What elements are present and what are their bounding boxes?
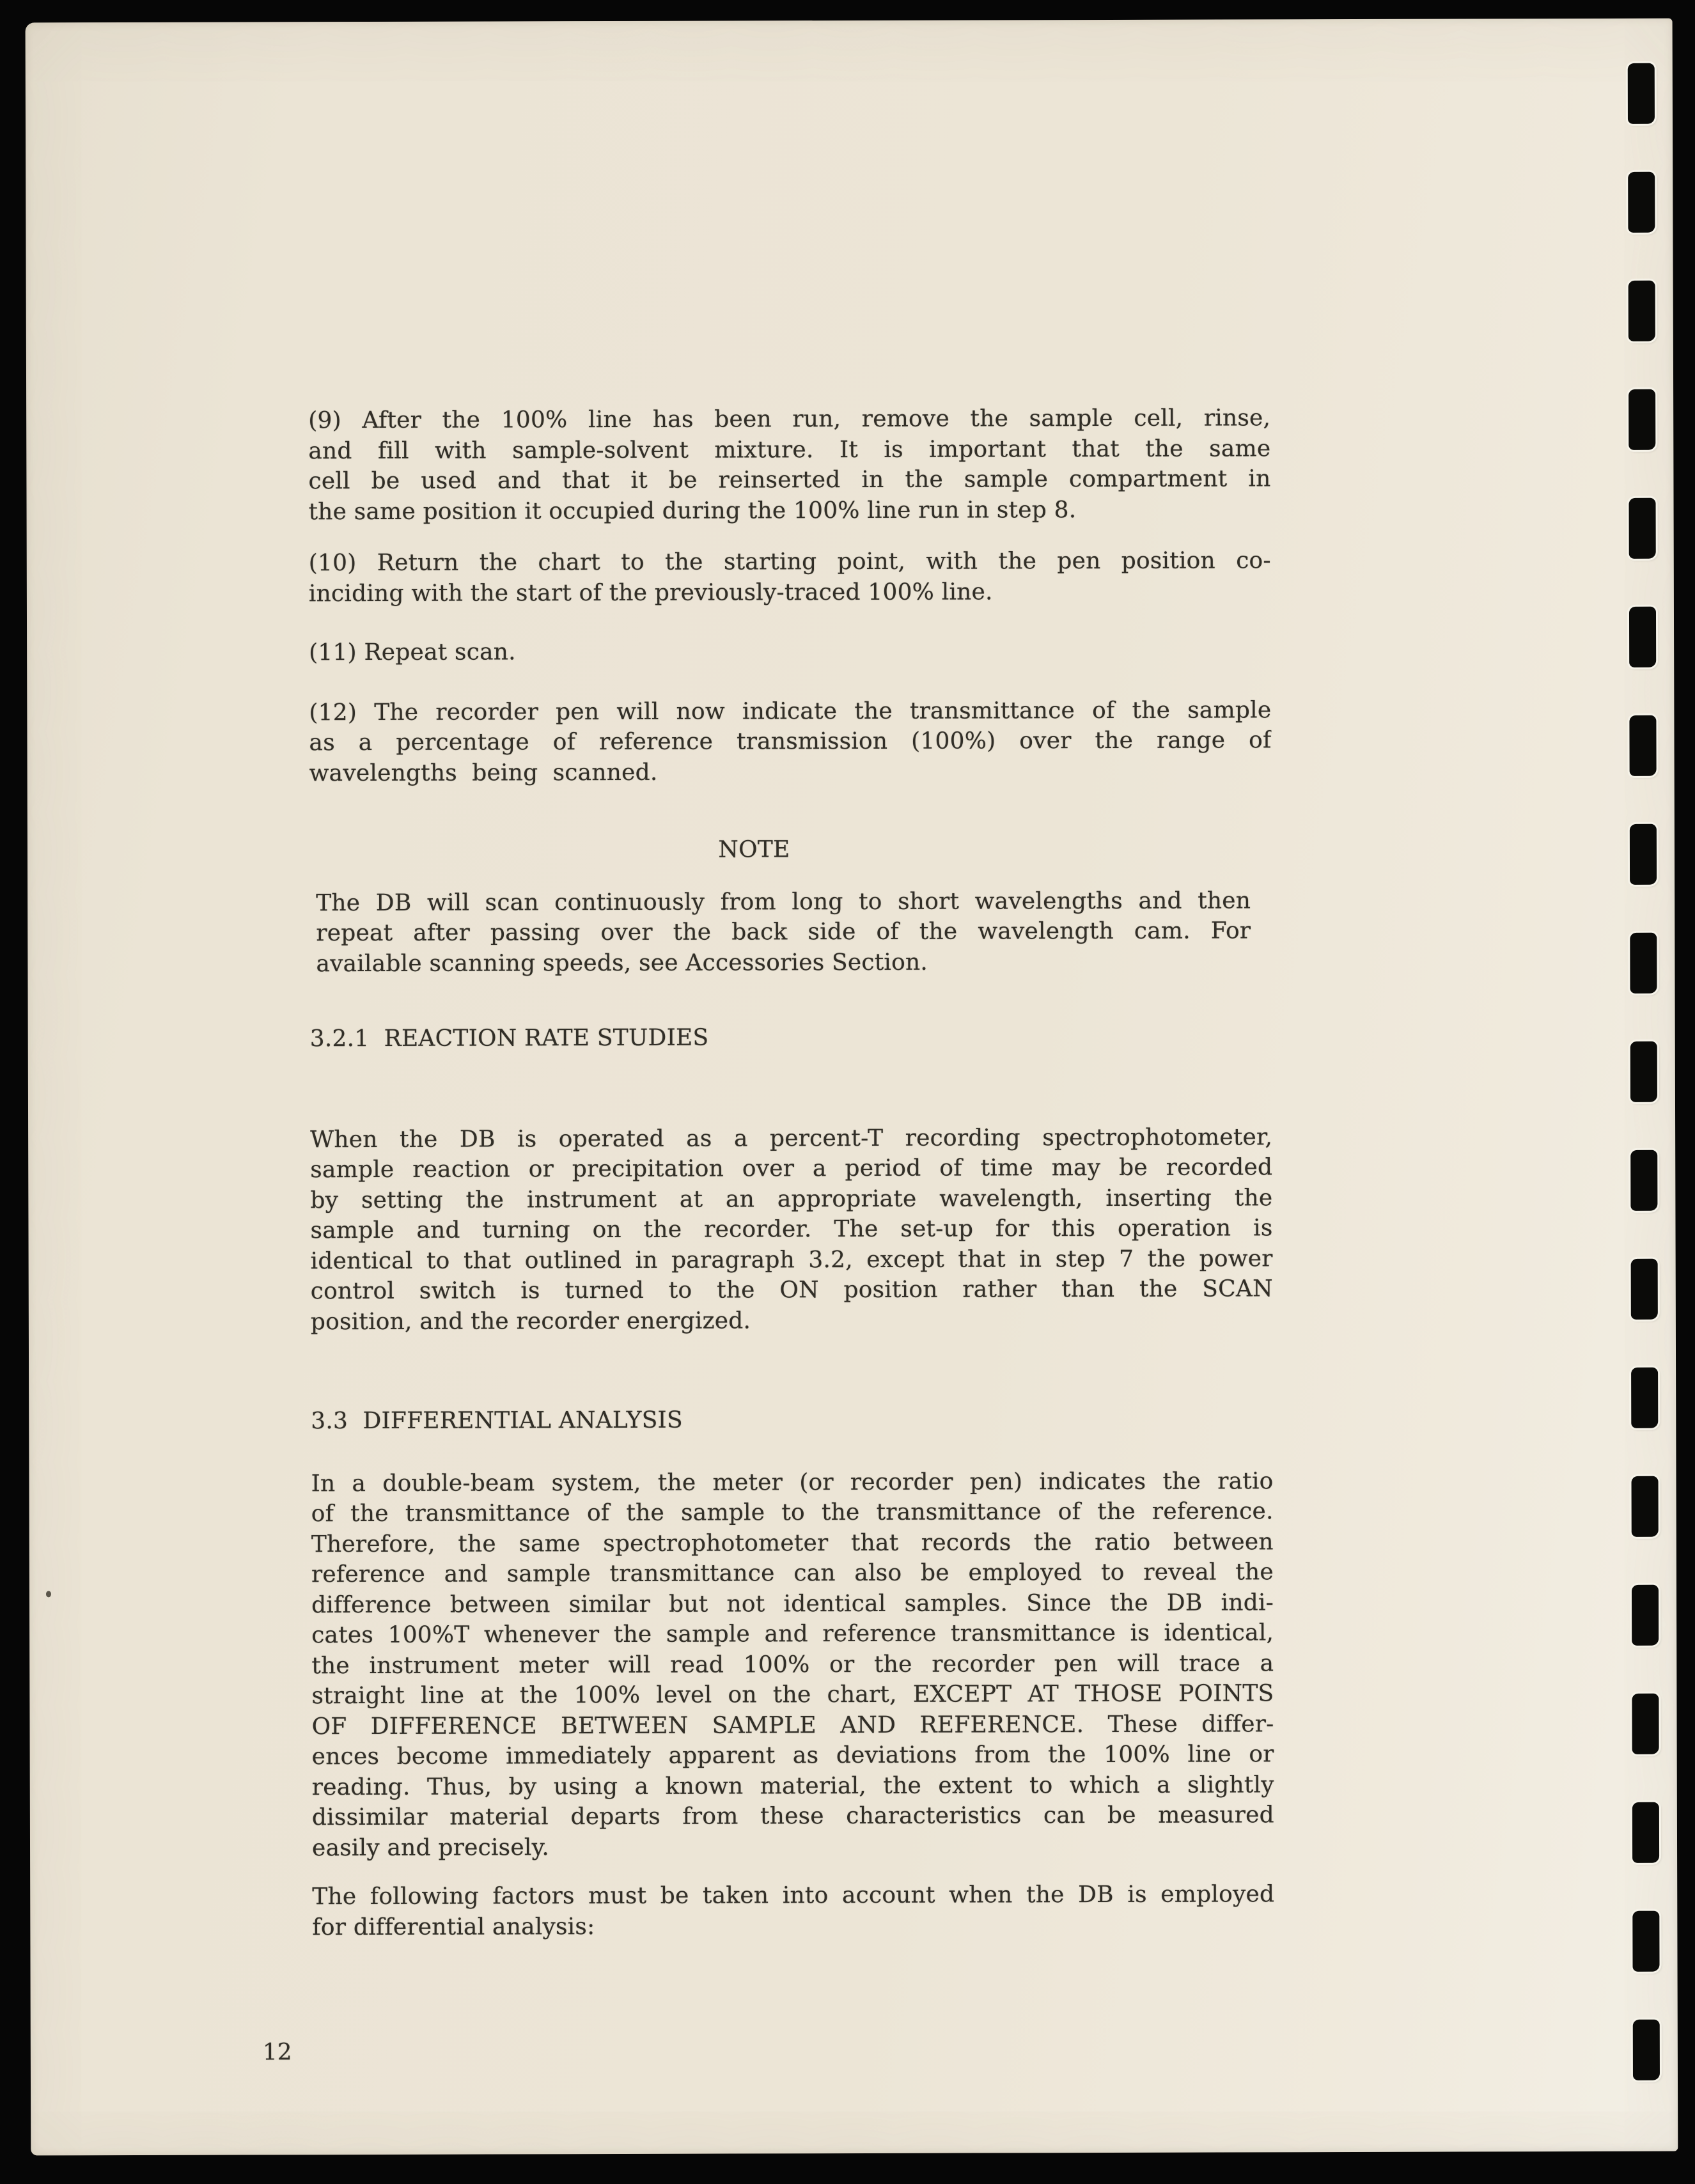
- text-line: the instrument meter will read 100% or the recorder pen will trace a: [311, 1650, 1274, 1679]
- binding-hole: [1630, 1150, 1657, 1211]
- binding-hole: [1629, 281, 1655, 341]
- text-line: as a percentage of reference transmission (100%) over the range of: [309, 727, 1272, 756]
- text-line: control switch is turned to the ON position rather than the SCAN: [310, 1275, 1273, 1305]
- text-line: wavelengths being scanned.: [309, 759, 658, 786]
- text-line: by setting the instrument at an appropriate wavelength, inserting the: [310, 1184, 1273, 1213]
- step-11-paragraph: [309, 635, 1271, 667]
- text-line: In a double-beam system, the meter (or recorder pen) indicates the ratio: [311, 1467, 1274, 1497]
- binding-hole: [1630, 1041, 1657, 1102]
- text-column: [308, 19, 1275, 1942]
- text-line: position, and the recorder energized.: [310, 1307, 751, 1335]
- binding-hole: [1628, 172, 1655, 233]
- text-line: and fill with sample-solvent mixture. It is important that the same: [308, 435, 1271, 464]
- binding-hole: [1632, 1476, 1659, 1537]
- text-line: (11) Repeat scan.: [309, 639, 516, 666]
- text-line: OF DIFFERENCE BETWEEN SAMPLE AND REFERENCE. These differ-: [311, 1710, 1274, 1740]
- text-line: repeat after passing over the back side of the wavelength cam. For: [316, 917, 1251, 947]
- document-page: [26, 19, 1678, 2156]
- text-line: for differential analysis:: [312, 1913, 595, 1940]
- text-line: identical to that outlined in paragraph 3.2, except that in step 7 the power: [310, 1245, 1273, 1274]
- binding-hole: [1633, 2020, 1660, 2080]
- text-line: sample and turning on the recorder. The set-up for this operation is: [310, 1215, 1273, 1244]
- binding-hole: [1631, 1368, 1658, 1428]
- page-number: 12: [262, 2039, 292, 2066]
- closing-paragraph: [312, 1879, 1274, 1942]
- step-10-paragraph: [309, 545, 1271, 609]
- text-line: (10) Return the chart to the starting point, with the pen position co-: [308, 547, 1271, 577]
- binding-hole: [1632, 1802, 1659, 1863]
- text-line: NOTE: [718, 836, 790, 863]
- section-3-2-1-paragraph: [310, 1122, 1273, 1337]
- text-line: reference and sample transmittance can also be employed to reveal the: [311, 1559, 1274, 1588]
- text-line: The DB will scan continuously from long to short wavelengths and then: [316, 887, 1251, 916]
- text-line: inciding with the start of the previously-traced 100% line.: [308, 578, 993, 607]
- step-12-paragraph: [309, 695, 1271, 788]
- text-line: cell be used and that it be reinserted in the sample compartment in: [308, 465, 1271, 495]
- step-9-paragraph: [308, 403, 1270, 527]
- text-line: ences become immediately apparent as deviations from the 100% line or: [311, 1741, 1274, 1770]
- text-line: dissimilar material departs from these characteristics can be measured: [311, 1802, 1274, 1831]
- text-line: difference between similar but not identical samples. Since the DB indi-: [311, 1589, 1274, 1618]
- text-line: the same position it occupied during the 100% line run in step 8.: [308, 496, 1077, 525]
- binding-hole: [1630, 933, 1657, 994]
- binding-hole: [1628, 63, 1655, 124]
- text-line: Therefore, the same spectrophotometer that records the ratio between: [311, 1528, 1274, 1557]
- section-3-3-paragraph: [311, 1466, 1274, 1863]
- binding-hole: [1629, 715, 1656, 776]
- text-line: reading. Thus, by using a known material, the extent to which a slightly: [311, 1771, 1274, 1800]
- text-line: (9) After the 100% line has been run, remove the sample cell, rinse,: [308, 405, 1271, 434]
- section-3-3-heading: [311, 1403, 1273, 1436]
- text-line: available scanning speeds, see Accessories Section.: [316, 949, 928, 977]
- binding-hole: [1632, 1694, 1659, 1754]
- note-paragraph: [316, 885, 1251, 979]
- scan-speck: [46, 1591, 51, 1597]
- text-line: sample reaction or precipitation over a period of time may be recorded: [310, 1154, 1273, 1183]
- text-line: of the transmittance of the sample to the transmittance of the reference.: [311, 1498, 1274, 1527]
- text-line: When the DB is operated as a percent-T recording spectrophotometer,: [310, 1123, 1273, 1153]
- text-line: cates 100%T whenever the sample and reference transmittance is identical,: [311, 1619, 1274, 1649]
- binding-hole: [1629, 389, 1655, 450]
- binding-hole: [1632, 1911, 1659, 1972]
- section-3-2-1-heading: [310, 1021, 1272, 1054]
- binding-hole: [1629, 498, 1656, 559]
- note-heading: [309, 833, 1272, 866]
- text-line: straight line at the 100% level on the chart, EXCEPT AT THOSE POINTS: [311, 1680, 1274, 1710]
- text-line: The following factors must be taken into account when the DB is employed: [312, 1881, 1275, 1910]
- binding-hole: [1630, 824, 1657, 885]
- text-line: 3.2.1 REACTION RATE STUDIES: [309, 1024, 709, 1052]
- text-line: easily and precisely.: [311, 1834, 550, 1861]
- binding-hole: [1632, 1585, 1659, 1646]
- text-line: (12) The recorder pen will now indicate the transmittance of the sample: [309, 696, 1272, 726]
- binding-hole: [1629, 607, 1656, 667]
- text-line: 3.3 DIFFERENTIAL ANALYSIS: [311, 1407, 683, 1435]
- binding-hole: [1631, 1259, 1658, 1320]
